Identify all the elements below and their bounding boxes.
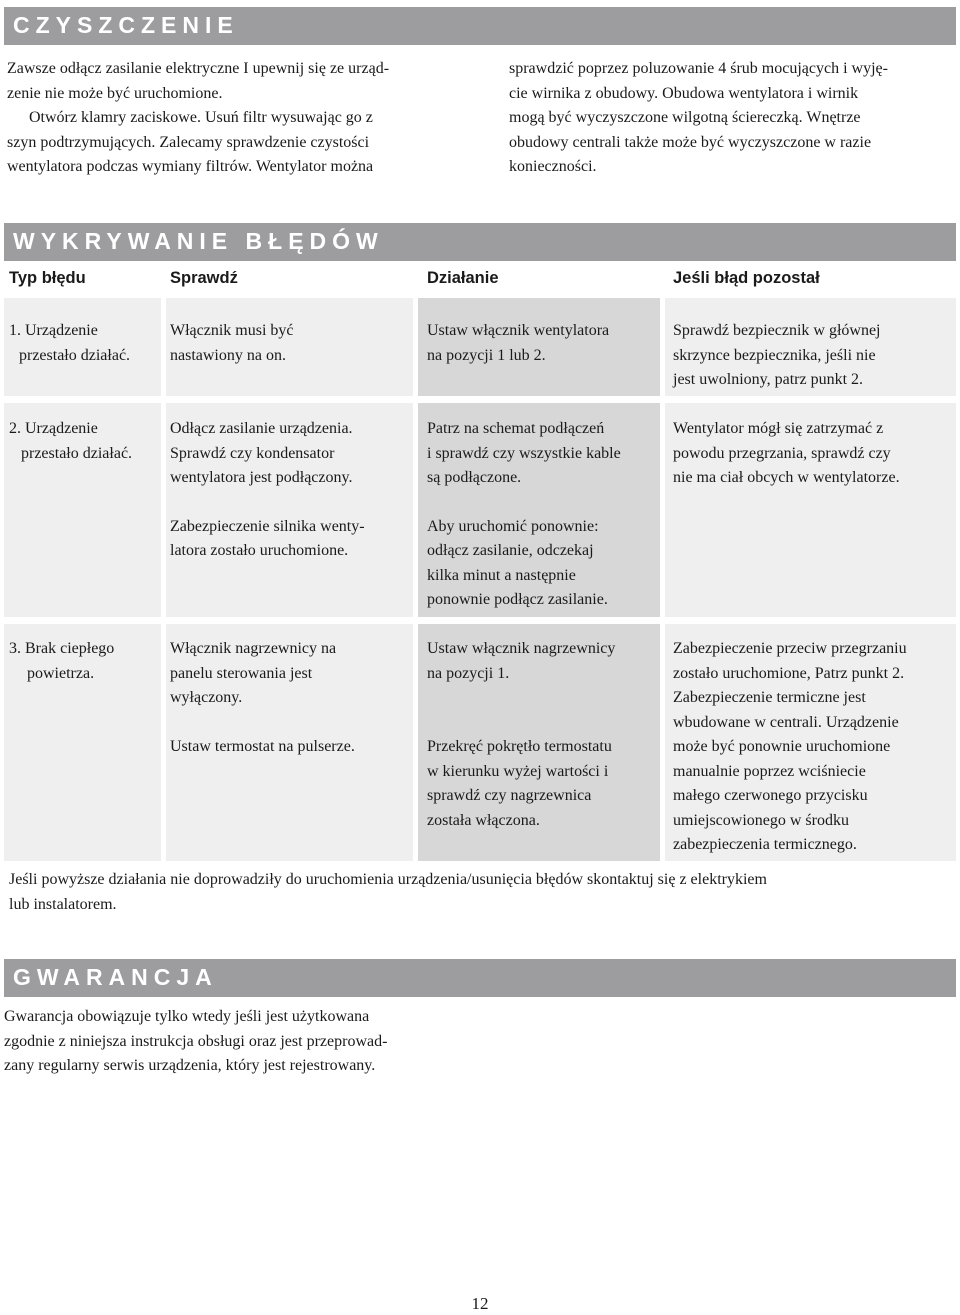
cell-line: przestało działać. <box>19 346 131 364</box>
cell-line: Wentylator mógł się zatrzymać z <box>673 420 884 437</box>
table-row-3-check <box>170 637 410 759</box>
cell-line: zabezpieczenia termicznego. <box>673 836 857 853</box>
cell-line: odłącz zasilanie, odczekaj <box>427 542 594 559</box>
text-line: szyn podtrzymujących. Zalecamy sprawdzenie czystości <box>7 133 370 151</box>
cell-line: Zabezpieczenie przeciw przegrzaniu <box>673 640 907 657</box>
table-row-1-remain <box>673 319 956 393</box>
cell-line: 3. Brak ciepłego <box>9 640 115 657</box>
column-header-remain: Jeśli błąd pozostał <box>673 269 820 287</box>
text-line: Gwarancja obowiązuje tylko wtedy jeśli jest użytkowana <box>4 1008 370 1025</box>
text-line: Zawsze odłącz zasilanie elektryczne I upewnij się ze urząd- <box>7 60 390 77</box>
text-line: mogą być wyczyszczone wilgotną ściereczką. Wnętrze <box>509 109 861 126</box>
cell-line: Ustaw włącznik wentylatora <box>427 322 610 339</box>
cell-line: w kierunku wyżej wartości i <box>427 762 609 780</box>
text-line: wentylatora podczas wymiany filtrów. Wentylator można <box>7 158 374 175</box>
table-row-2-type <box>9 417 159 466</box>
troubleshooting-heading: WYKRYWANIE BŁĘDÓW <box>13 228 384 254</box>
table-row-2-check <box>170 417 410 564</box>
cell-line: Włącznik musi być <box>170 322 294 339</box>
cell-line: wbudowane w centrali. Urządzenie <box>673 713 899 731</box>
troubleshooting-note <box>9 868 949 917</box>
column-header-type: Typ błędu <box>9 269 86 287</box>
cell-line: Sprawdź czy kondensator <box>170 444 335 462</box>
cleaning-heading: CZYSZCZENIE <box>13 12 239 38</box>
cleaning-banner <box>4 7 956 45</box>
cell-line: i sprawdź czy wszystkie kable <box>427 444 621 462</box>
page-number: 12 <box>471 1294 489 1313</box>
cell-line: są podłączone. <box>427 469 522 486</box>
table-row-2-remain <box>673 417 956 491</box>
text-line: Jeśli powyższe działania nie doprowadziły do uruchomienia urządzenia/usunięcia błędów skontaktuj się z elektrykiem <box>9 871 767 888</box>
cell-line: Patrz na schemat podłączeń <box>427 420 605 437</box>
cell-line: wyłączony. <box>170 689 243 706</box>
cell-line: powodu przegrzania, sprawdź czy <box>673 444 891 462</box>
cell-line: może być ponownie uruchomione <box>673 738 891 755</box>
cleaning-text-right <box>509 57 954 180</box>
text-line: cie wirnika z obudowy. Obudowa wentylatora i wirnik <box>509 84 859 102</box>
warranty-heading: GWARANCJA <box>13 964 218 990</box>
cell-line: przestało działać. <box>21 444 133 462</box>
cell-line: Sprawdź bezpiecznik w głównej <box>673 322 881 339</box>
cell-line: powietrza. <box>27 664 95 682</box>
table-row-3-remain <box>673 637 956 858</box>
cell-line: została włączona. <box>427 811 540 829</box>
text-line: zenie nie może być uruchomione. <box>7 84 223 102</box>
cell-line: Odłącz zasilanie urządzenia. <box>170 420 353 437</box>
cell-line: Ustaw włącznik nagrzewnicy <box>427 640 616 657</box>
warranty-banner <box>4 959 956 997</box>
cell-line: 2. Urządzenie <box>9 420 98 437</box>
cell-line: zostało uruchomione, Patrz punkt 2. <box>673 664 905 682</box>
table-row-3-type <box>9 637 159 686</box>
cell-line: nie ma ciał obcych w wentylatorze. <box>673 469 900 486</box>
column-header-action: Działanie <box>427 269 499 287</box>
text-line: sprawdzić poprzez poluzowanie 4 śrub mocujących i wyję- <box>509 60 888 77</box>
cell-line: 1. Urządzenie <box>9 322 98 339</box>
cell-line: jest uwolniony, patrz punkt 2. <box>673 371 864 388</box>
cell-line: na pozycji 1. <box>427 664 510 682</box>
cell-line: na pozycji 1 lub 2. <box>427 346 546 364</box>
text-line: lub instalatorem. <box>9 895 117 913</box>
cell-line: umiejscowionego w środku <box>673 811 849 829</box>
text-line: zgodnie z niniejsza instrukcja obsługi oraz jest przeprowad- <box>4 1032 388 1050</box>
cell-line: kilka minut a następnie <box>427 566 576 584</box>
table-row-1-action <box>427 319 659 368</box>
cell-line: małego czerwonego przycisku <box>673 787 868 804</box>
table-row-2-action <box>427 417 659 613</box>
column-divider <box>660 298 665 861</box>
cell-line: Zabezpieczenie silnika wenty- <box>170 517 365 535</box>
cell-line: Przekręć pokrętło termostatu <box>427 738 612 755</box>
table-row-1-check <box>170 319 410 368</box>
troubleshooting-banner <box>4 223 956 261</box>
cell-line: panelu sterowania jest <box>170 664 313 682</box>
column-divider <box>413 298 418 861</box>
cell-line: ponownie podłącz zasilanie. <box>427 591 608 608</box>
cell-line: latora zostało uruchomione. <box>170 542 349 559</box>
column-divider <box>161 298 166 861</box>
cell-line: Włącznik nagrzewnicy na <box>170 640 337 657</box>
table-row-3-action <box>427 637 659 833</box>
cell-line: wentylatora jest podłączony. <box>170 469 353 486</box>
text-line: zany regularny serwis urządzenia, który jest rejestrowany. <box>4 1057 376 1074</box>
warranty-text <box>4 1005 464 1079</box>
text-line: Otwórz klamry zaciskowe. Usuń filtr wysuwając go z <box>29 109 373 126</box>
column-header-check: Sprawdź <box>170 269 238 287</box>
text-line: obudowy centrali także może być wyczyszczone w razie <box>509 133 872 151</box>
text-line: konieczności. <box>509 158 597 175</box>
cell-line: skrzynce bezpiecznika, jeśli nie <box>673 346 876 364</box>
cleaning-text-left <box>7 57 447 180</box>
cell-line: Aby uruchomić ponownie: <box>427 517 599 535</box>
row-divider <box>4 396 956 403</box>
row-divider <box>4 617 956 624</box>
cell-line: Ustaw termostat na pulserze. <box>170 737 355 755</box>
cell-line: manualnie poprzez wciśniecie <box>673 762 866 780</box>
table-row-1-type <box>9 319 159 368</box>
cell-line: Zabezpieczenie termiczne jest <box>673 689 866 706</box>
cell-line: nastawiony na on. <box>170 346 286 364</box>
cell-line: sprawdź czy nagrzewnica <box>427 787 592 804</box>
